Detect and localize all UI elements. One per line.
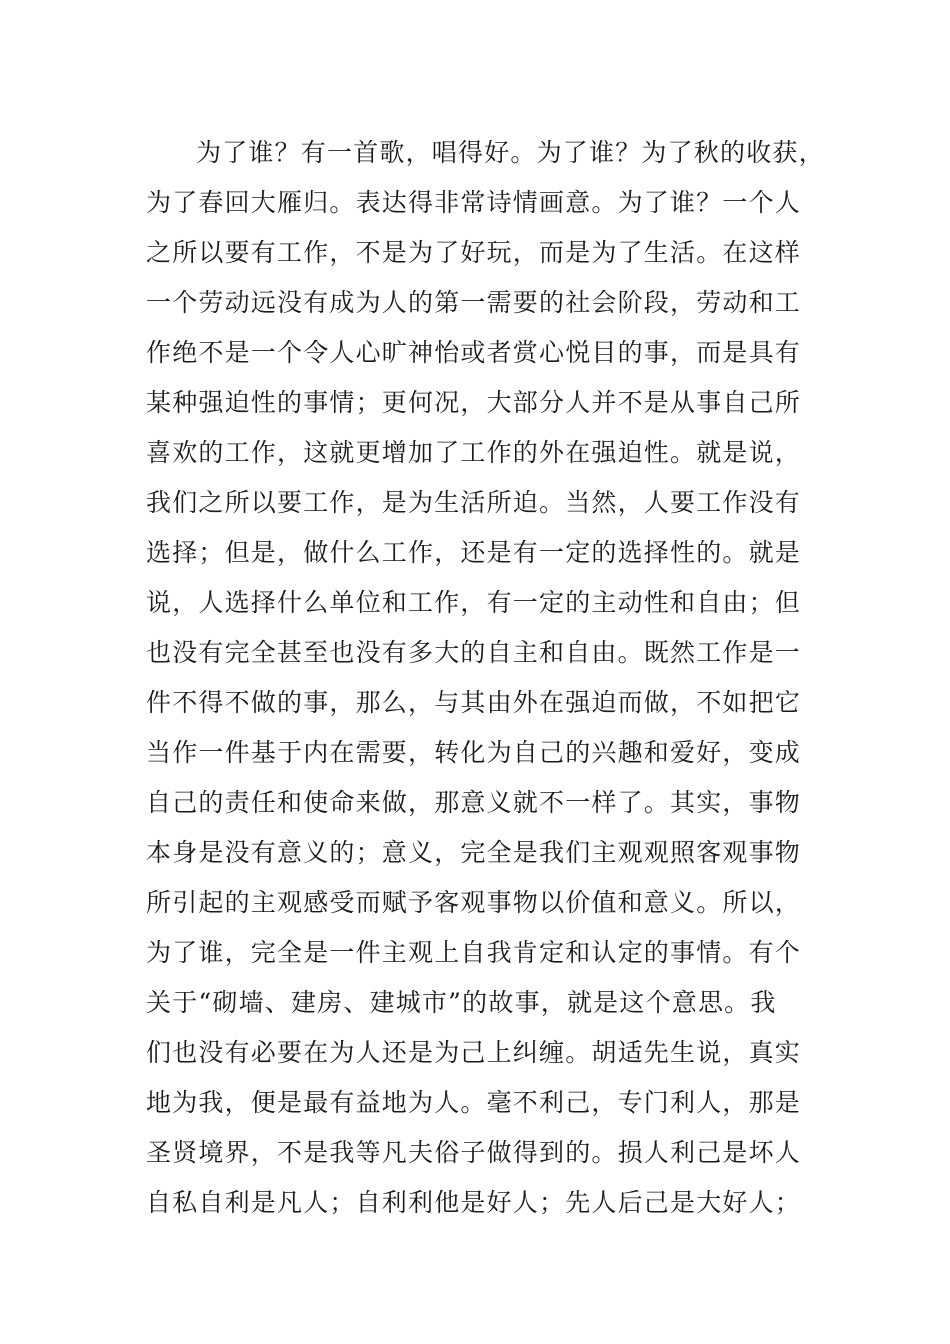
text-line: 作绝不是一个令人心旷神怡或者赏心悦目的事，而是具有: [146, 338, 802, 367]
text-line: 为了谁？有一首歌，唱得好。为了谁？为了秋的收获，: [196, 138, 825, 167]
text-line: 件不得不做的事，那么，与其由外在强迫而做，不如把它: [146, 688, 802, 717]
text-line: 圣贤境界，不是我等凡夫俗子做得到的。损人利己是坏人: [146, 1138, 802, 1167]
text-line: 说，人选择什么单位和工作，有一定的主动性和自由；但: [146, 588, 802, 617]
text-line: 选择；但是，做什么工作，还是有一定的选择性的。就是: [146, 538, 802, 567]
text-line: 也没有完全甚至也没有多大的自主和自由。既然工作是一: [146, 638, 802, 667]
body-paragraph: [146, 128, 825, 1228]
text-line: 所引起的主观感受而赋予客观事物以价值和意义。所以，: [146, 888, 802, 917]
text-line: 某种强迫性的事情；更何况，大部分人并不是从事自己所: [146, 388, 802, 417]
text-line: 为了春回大雁归。表达得非常诗情画意。为了谁？一个人: [146, 188, 802, 217]
text-line: 喜欢的工作，这就更增加了工作的外在强迫性。就是说，: [146, 438, 802, 467]
text-line: 自己的责任和使命来做，那意义就不一样了。其实，事物: [146, 788, 802, 817]
text-line: 当作一件基于内在需要，转化为自己的兴趣和爱好，变成: [146, 738, 802, 767]
text-line: 地为我，便是最有益地为人。毫不利己，专门利人，那是: [146, 1088, 802, 1117]
text-line: 为了谁，完全是一件主观上自我肯定和认定的事情。有个: [146, 938, 802, 967]
text-line: 自私自利是凡人；自利利他是好人；先人后己是大好人；: [146, 1188, 802, 1217]
text-line: 们也没有必要在为人还是为己上纠缠。胡适先生说，真实: [146, 1038, 802, 1067]
text-line: 一个劳动远没有成为人的第一需要的社会阶段，劳动和工: [146, 288, 802, 317]
text-line: 我们之所以要工作，是为生活所迫。当然，人要工作没有: [146, 488, 802, 517]
text-line: 本身是没有意义的；意义，完全是我们主观观照客观事物: [146, 838, 802, 867]
text-line: 关于“砌墙、建房、建城市”的故事，就是这个意思。我: [146, 988, 777, 1017]
text-line: 之所以要有工作，不是为了好玩，而是为了生活。在这样: [146, 238, 802, 267]
